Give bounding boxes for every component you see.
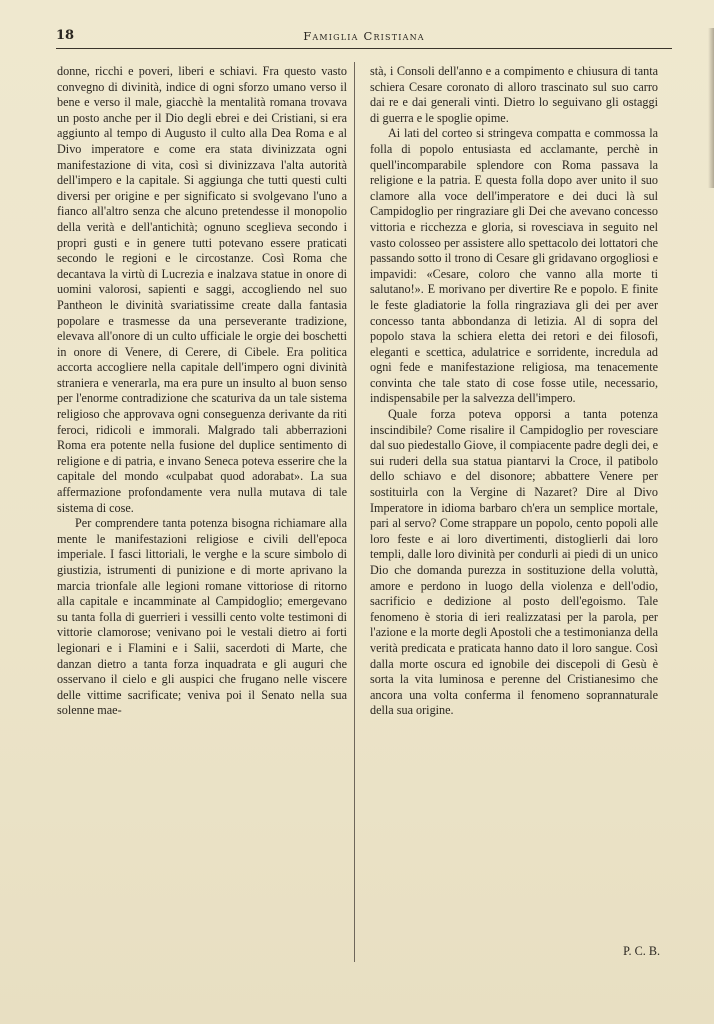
header-rule <box>56 48 672 49</box>
paragraph: Quale forza poteva opporsi a tanta potenza inscindibile? Come risalire il Campidoglio per rovesciare dal suo piedestallo Giove, il compiacente padre degli dei, e sui ruderi della sua statua piantarvi la Croce, il patibolo dello schiavo e del disonore; abbattere Venere per sostituirla con la Vergine di Nazaret? Dire al Divo Imperatore in idioma barbaro ch'era un semplice mortale, pari al servo? Come strappare un popolo, cento popoli alle loro feste e ai loro divertimenti, distoglierli dai loro templi, dalle loro divinità per condurli ai piedi di un unico Dio che domanda purezza in sostituzione della voluttà, amore e perdono in luogo della violenza e dell'odio, sacrificio e dedizione al posto dell'egoismo. Tale fenomeno è storia di ieri realizzatasi per la parola, per l'azione e la morte degli Apostoli che a testimonianza della verità predicata e praticata hanno dato il loro sangue. Così dalla morte oscura ed ignobile dei discepoli di Gesù è sorta la vita luminosa e perenne del Cristianesimo che ancora una volta conferma il fenomeno soprannaturale della sua origine. <box>370 407 659 718</box>
paragraph: donne, ricchi e poveri, liberi e schiavi. Fra questo vasto convegno di divinità, indice di ogni sforzo umano verso il bene e verso il male, giacchè la mentalità romana trovava un posto anche per il Dio degli ebrei e dei Cristiani, si era aggiunto al tempo di Augusto il culto alla Dea Roma e al Divo imperatore e come era stata divinizzata ogni manifestazione di vita, così si divinizzava l'alta autorità dell'impero e la capitale. Si aggiunga che tutti questi culti diversi per origine e per significato si svolgevano l'uno a fianco all'altro senza che alcuno pretendesse il monopolio della verità e dell'antichità; ognuno sceglieva secondo i propri gusti e in genere tutti potevano essere praticati secondo le regioni e le circostanze. Così Roma che decantava la virtù di Lucrezia e inalzava statue in onore di uomini valorosi, sapienti e saggi, accogliendo nel suo Pantheon le divinità svariatissime create dalla fantasia popolare e trasmesse da una perseverante tradizione, elevava all'onore di un culto ufficiale le orgie dei boschetti in onore di Venere, di Cerere, di Cibele. Era politica accorta accogliere nella capitale dell'impero ogni divinità straniera e venerarla, ma era pure un insulto al buon senso per l'enorme contradizione che scaturiva da un tale sistema religioso che approvava ogni conseguenza derivante da riti feroci, ridicoli e immorali. Malgrado tali abberrazioni Roma era potente nella fusione del duplice sentimento di religione e di patria, e invano Seneca poteva esserire che la capitale del mondo «culpabat quod adorabat». La sua affermazione profondamente vera nulla mutava di tale sistema di cose. <box>57 64 347 515</box>
page-number: 18 <box>56 28 75 43</box>
left-column <box>57 64 347 719</box>
right-column <box>370 64 658 719</box>
paragraph: stà, i Consoli dell'anno e a compimento e chiusura di tanta schiera Cesare coronato di alloro trascinato sul suo carro dai re e dai generali vinti. Dietro lo seguivano gli ostaggi di guerra e le spoglie opime. <box>370 64 658 125</box>
column-divider <box>354 62 355 962</box>
author-signature: P. C. B. <box>623 944 660 958</box>
running-title: Famiglia Cristiana <box>303 29 425 43</box>
paragraph: Ai lati del corteo si stringeva compatta e commossa la folla di popolo entusiasta ed acclamante, perchè in quell'incomparabile splendore con Roma passava la religione e la patria. E questa folla dopo aver unito il suo clamore alla voce dell'imperatore e dei duci là sul Campidoglio per ringraziare gli Dei che avevano concesso vittoria e ricchezza e gloria, si rovesciava in seguito nel vasto colosseo per assistere allo spettacolo dei lottatori che passando sotto il trono di Cesare gli gridavano orgogliosi e impavidi: «Cesare, coloro che vanno alla morte ti salutano!». E morivano per divertire Re e popolo. E finite le feste gladiatorie la folla ringraziava gli dei per aver concesso tanta abbondanza di letizia. Al di sopra del popolo stava la schiera eletta dei retori e dei filosofi, eleganti e scettica, adulatrice e sorridente, incredula ad ogni fede e manifestazione religiosa, ma tenacemente convinta che tale stato di cose fosse utile, necessario, indispensabile per la salvezza dell'impero. <box>370 126 658 406</box>
page-header <box>56 26 672 46</box>
page-edge-shadow <box>708 28 714 188</box>
paragraph: Per comprendere tanta potenza bisogna richiamare alla mente le manifestazioni religiose e civili dell'epoca imperiale. I fasci littoriali, le verghe e la scure simbolo di giustizia, istrumenti di punizione e di morte aprivano la marcia trionfale alle legioni romane vittoriose di ritorno alla capitale e incamminate al Campidoglio; emergevano su tanta folla di guerrieri i vessilli cento volte testimoni di vittorie clamorose; venivano poi le vestali dietro ai forti legionari e i Flamini e i Salii, sacerdoti di Marte, che danzan dietro a tanta forza inquadrata e gli auguri che osservano il cielo e gli auspici che frugano nelle viscere delle vittime sacrificate; veniva poi il Senato nella sua solenne mae- <box>57 516 347 718</box>
